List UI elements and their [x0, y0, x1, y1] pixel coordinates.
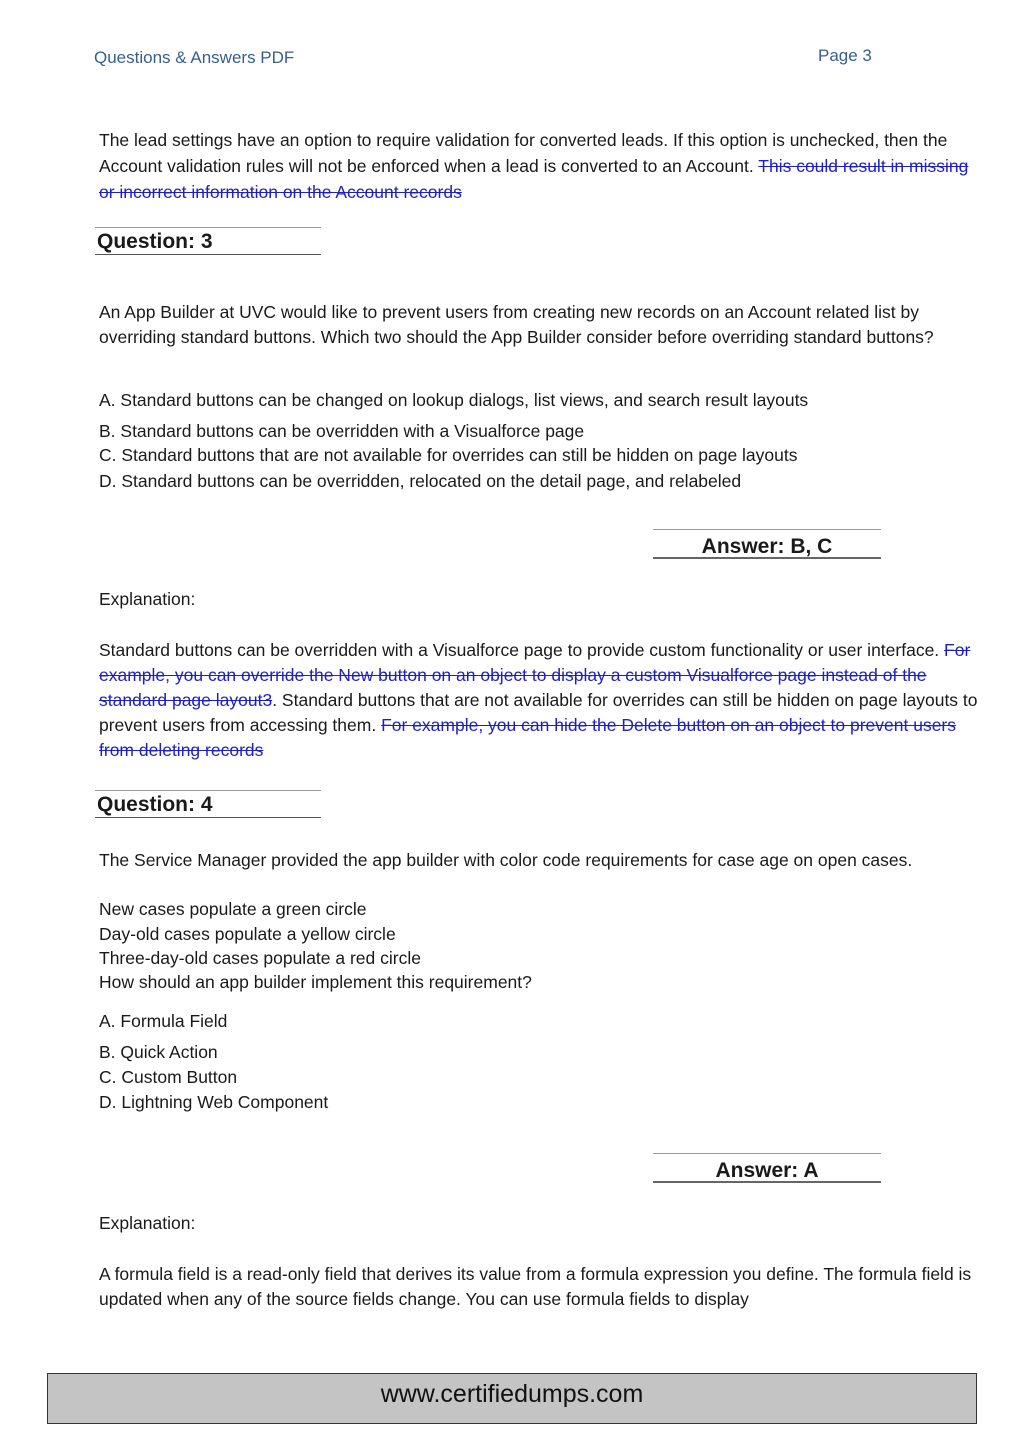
- intro-paragraph: [99, 127, 979, 205]
- question-4-option-b: B. Quick Action: [99, 1042, 218, 1062]
- question-4-explanation-label: Explanation:: [99, 1213, 196, 1233]
- question-4-line-5: How should an app builder implement this requirement?: [99, 972, 532, 992]
- page-number: Page 3: [818, 46, 872, 65]
- explanation-text-2: . Standard buttons that are not available for overrides can still be hidden on page layouts to prevent users from accessing them.: [99, 690, 978, 735]
- question-3-option-a: A. Standard buttons can be changed on lookup dialogs, list views, and search result layouts: [99, 390, 809, 410]
- question-4-line-3: Day-old cases populate a yellow circle: [99, 924, 396, 944]
- intro-link[interactable]: This could result in missing or incorrect information on the Account records: [99, 156, 969, 202]
- explanation-link-1[interactable]: For example, you can override the New button on an object to display a custom Visualforce page instead of the standard page layout3: [99, 640, 971, 710]
- question-4-answer: Answer: A: [653, 1153, 881, 1183]
- question-4-option-d: D. Lightning Web Component: [99, 1092, 329, 1112]
- intro-text: The lead settings have an option to require validation for converted leads. If this option is unchecked, then the Account validation rules will not be enforced when a lead is converted to an Account.: [99, 130, 948, 176]
- question-3-title: Question: 3: [95, 227, 321, 255]
- question-3-explanation-label: Explanation:: [99, 589, 196, 609]
- question-4-line-1: The Service Manager provided the app builder with color code requirements for case age on open cases.: [99, 850, 913, 870]
- footer-banner: [47, 1373, 977, 1424]
- question-3-option-d: D. Standard buttons can be overridden, relocated on the detail page, and relabeled: [99, 471, 742, 491]
- header-title: Questions & Answers PDF: [94, 48, 295, 67]
- question-4-line-4: Three-day-old cases populate a red circle: [99, 948, 421, 968]
- explanation-link-2[interactable]: For example, you can hide the Delete button on an object to prevent users from deleting records: [99, 715, 957, 760]
- question-3-option-b: B. Standard buttons can be overridden with a Visualforce page: [99, 421, 585, 441]
- question-4-title: Question: 4: [95, 790, 321, 818]
- question-3-option-c: C. Standard buttons that are not available for overrides can still be hidden on page layouts: [99, 445, 798, 465]
- question-4-line-2: New cases populate a green circle: [99, 899, 367, 919]
- question-4-option-a: A. Formula Field: [99, 1011, 228, 1031]
- question-4-option-c: C. Custom Button: [99, 1067, 238, 1087]
- question-3-text: An App Builder at UVC would like to prevent users from creating new records on an Account related list by overriding standard buttons. Which two should the App Builder consider before overriding standard buttons?: [99, 302, 934, 347]
- question-3-answer: Answer: B, C: [653, 529, 881, 559]
- question-3-explanation: [99, 638, 979, 763]
- footer-url[interactable]: www.certifiedumps.com: [380, 1380, 644, 1408]
- question-4-explanation: A formula field is a read-only field that derives its value from a formula expression you define. The formula field is updated when any of the source fields change. You can use formula fields to display: [99, 1264, 972, 1309]
- explanation-text-1: Standard buttons can be overridden with a Visualforce page to provide custom functionality or user interface.: [99, 640, 940, 660]
